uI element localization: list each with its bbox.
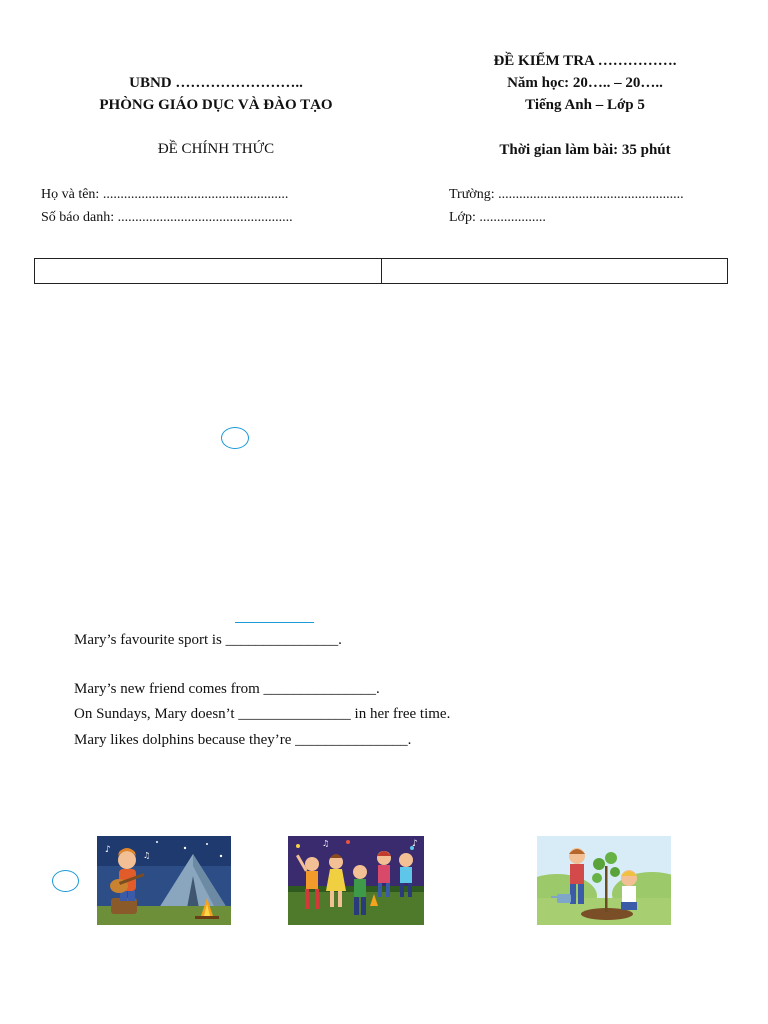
question-3: On Sundays, Mary doesn’t _______________ in her free time. <box>74 706 451 722</box>
answer-circle-icon <box>52 870 79 892</box>
school-year: Năm học: 20….. – 20….. <box>507 75 663 91</box>
score-cell-left[interactable] <box>35 259 381 283</box>
svg-text:♪: ♪ <box>412 839 418 849</box>
subject-line: Tiếng Anh – Lớp 5 <box>525 97 645 113</box>
svg-text:♪: ♪ <box>105 845 111 855</box>
planting-tree-icon <box>537 836 671 925</box>
question-1: Mary’s favourite sport is _______________. <box>74 632 342 648</box>
answer-underline <box>235 622 314 623</box>
camping-guitar-picture[interactable] <box>97 836 231 925</box>
exam-title: ĐỀ KIỂM TRA ……………. <box>493 53 677 69</box>
planting-tree-picture[interactable] <box>537 836 671 925</box>
dancing-party-icon <box>288 836 424 925</box>
svg-text:♫: ♫ <box>322 839 330 848</box>
official-label: ĐỀ CHÍNH THỨC <box>157 141 275 157</box>
answer-circle-icon <box>221 427 249 449</box>
duration-line: Thời gian làm bài: 35 phút <box>499 142 671 158</box>
class-field[interactable]: Lớp: ................... <box>449 210 546 225</box>
school-field[interactable]: Trường: ..................................................... <box>449 187 684 202</box>
question-2: Mary’s new friend comes from _______________. <box>74 681 380 697</box>
svg-text:♫: ♫ <box>143 851 151 860</box>
dancing-party-picture[interactable] <box>288 836 424 925</box>
candidate-number-field[interactable]: Số báo danh: .................................................. <box>41 210 293 225</box>
department-line: PHÒNG GIÁO DỤC VÀ ĐÀO TẠO <box>99 97 333 113</box>
ubnd-line: UBND …………………….. <box>129 75 303 91</box>
name-field[interactable]: Họ và tên: ..................................................... <box>41 187 289 202</box>
score-cell-right[interactable] <box>381 259 728 283</box>
camping-guitar-icon <box>97 836 231 925</box>
score-table <box>34 258 728 284</box>
question-4: Mary likes dolphins because they’re _______________. <box>74 732 412 748</box>
